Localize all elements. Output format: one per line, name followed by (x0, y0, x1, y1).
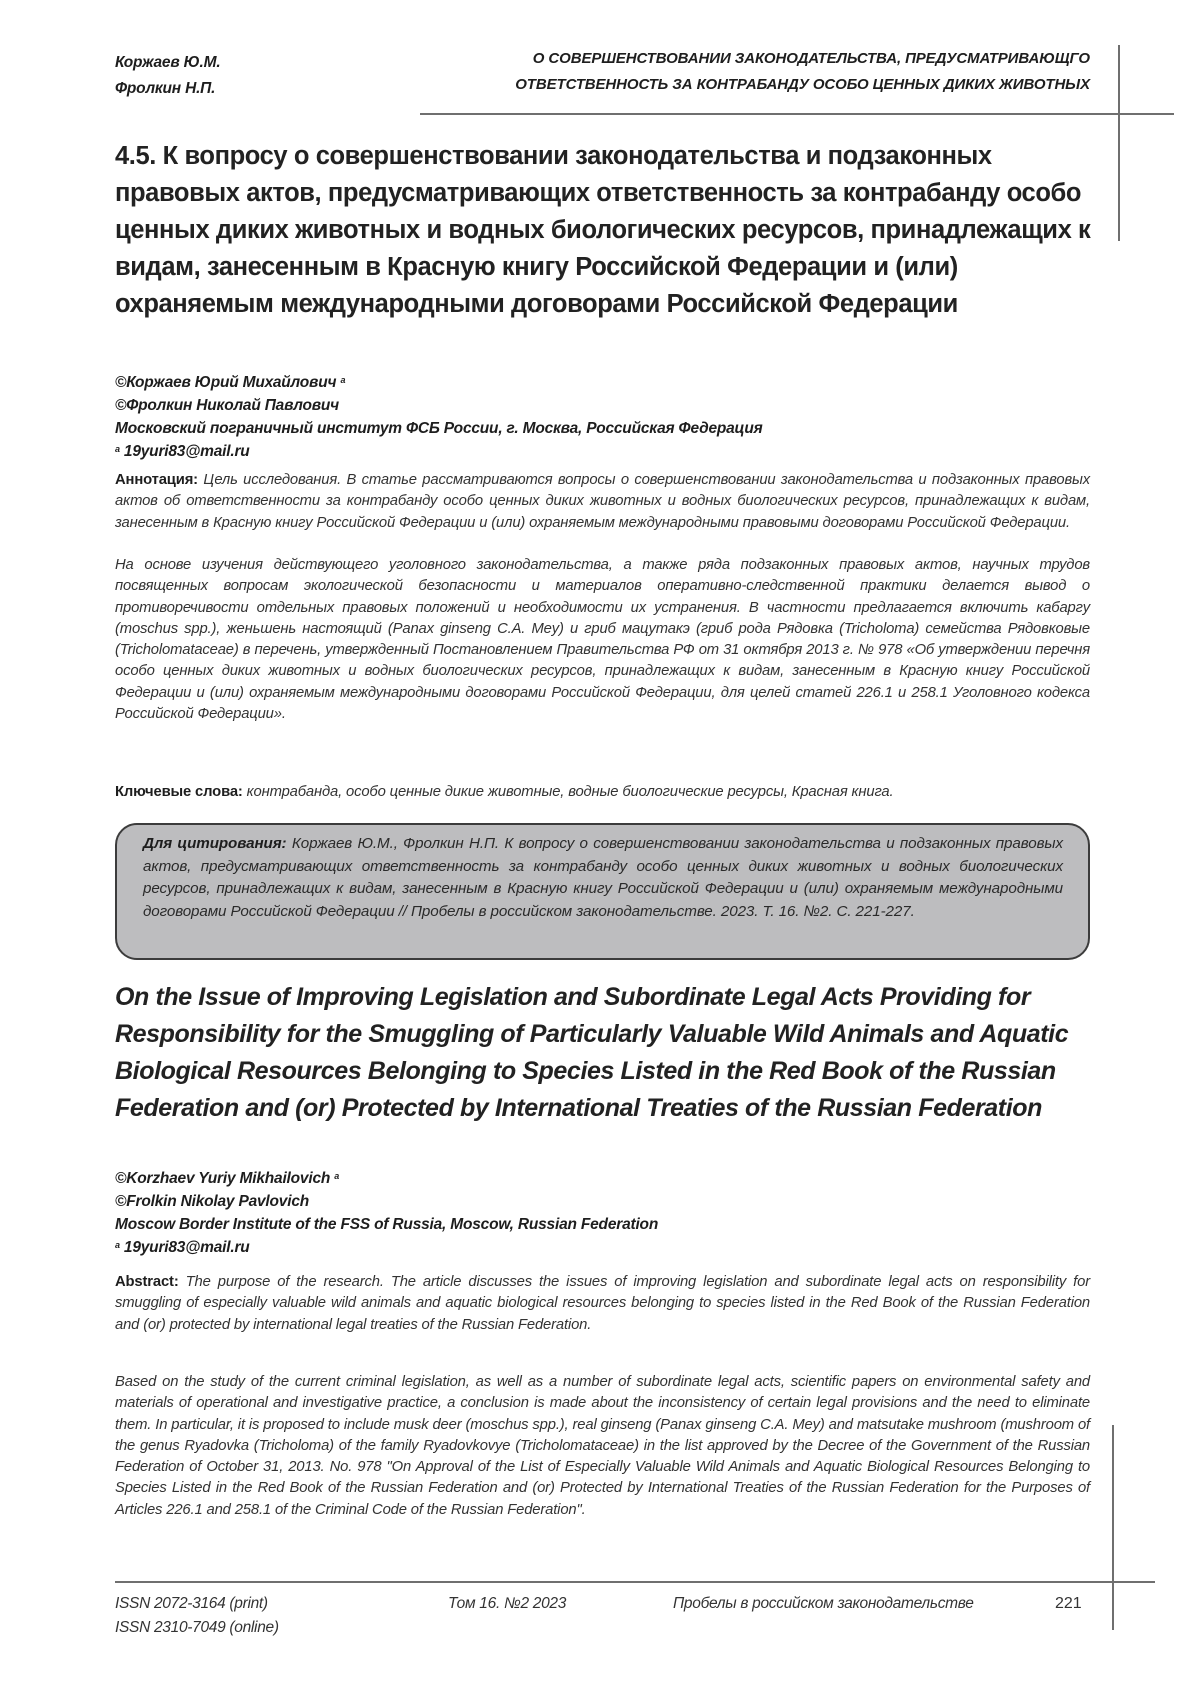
author-name: ©Korzhaev Yuriy Mikhailovich (115, 1170, 331, 1187)
running-header-title-line: ОТВЕТСТВЕННОСТЬ ЗА КОНТРАБАНДУ ОСОБО ЦЕННЫХ ДИКИХ ЖИВОТНЫХ (515, 76, 1090, 93)
affiliation: Московский пограничный институт ФСБ России, г. Москва, Российская Федерация (115, 420, 763, 437)
abstract-en (115, 1272, 1090, 1336)
abstract-label: Abstract: (115, 1274, 179, 1290)
running-header-title (330, 46, 1090, 98)
footer-rule-vertical (1112, 1425, 1114, 1630)
email-line (115, 440, 763, 463)
author-name: ©Frolkin Nikolay Pavlovich (115, 1193, 310, 1210)
citation-text-block (143, 833, 1063, 923)
citation-text: Коржаев Ю.М., Фролкин Н.П. К вопросу о совершенствовании законодательства и подзаконных правовых актов, предусматривающих ответственность за контрабанду особо ценных диких животных и водных биологических ресурсов, принадлежащих к видам, занесенным в Красную книгу Российской Федерации и (или) охраняемым международными договорами Российской Федерации // Пробелы в российском законодательстве. 2023. Т. 16. №2. С. 221-227. (143, 835, 1063, 920)
author-name: ©Фролкин Николай Павлович (115, 397, 340, 414)
annotation-text: Цель исследования. В статье рассматриваются вопросы о совершенствовании законодательства и подзаконных правовых актов об ответственности за контрабанду особо ценных диких животных и водных биологических ресурсов, принадлежащих к видам, занесенным в Красную книгу Российской Федерации и (или) охраняемым международными правовыми договорами Российской Федерации. (115, 472, 1091, 531)
issn-online: ISSN 2310-7049 (online) (115, 1619, 279, 1636)
email-link[interactable]: 19yuri83@mail.ru (123, 1239, 250, 1256)
running-header-author: Фролкин Н.П. (115, 80, 216, 97)
article-title-ru: 4.5. К вопросу о совершенствовании законодательства и подзаконных правовых актов, предусматривающих ответственность за контрабанду особо ценных диких животных и водных биологических ресурсов, принадлежащих к видам, занесенным в Красную книгу Российской Федерации и (или) охраняемым международными договорами Российской Федерации (115, 142, 1091, 318)
annotation-label: Аннотация: (115, 472, 198, 488)
email-link[interactable]: 19yuri83@mail.ru (123, 443, 250, 460)
abstract-text: The purpose of the research. The article discusses the issues of improving legislation and subordinate legal acts on responsibility for smuggling of especially valuable wild animals and aquatic biological resources belonging to species listed in the Red Book of the Russian Federation and (or) protected by international legal treaties of the Russian Federation. (115, 1274, 1090, 1333)
annotation-ru-p2: На основе изучения действующего уголовного законодательства, а также ряда подзаконных правовых актов, научных трудов посвященных вопросам экологической безопасности и материалов оперативно-следственной практики делается вывод о противоречивости отдельных правовых положений и необходимости их устранения. В частности предлагается включить кабаргу (moschus spp.), женьшень настоящий (Panax ginseng C.A. Mey) и гриб мацутакэ (гриб рода Рядовка (Tricholoma) семейства Рядовковые (Tricholomataceae) в перечень, утвержденный Постановлением Правительства РФ от 31 октября 2013 г. № 978 «Об утверждении перечня особо ценных диких животных и водных биологических ресурсов, принадлежащих к видам, занесенным в Красную книгу Российской Федерации и (или) охраняемым международными договорами Российской Федерации, для целей статей 226.1 и 258.1 Уголовного кодекса Российской Федерации». (115, 557, 1090, 723)
running-header-authors (115, 50, 220, 102)
author-block-ru (115, 371, 763, 463)
author-line (115, 1190, 658, 1213)
annotation-ru (115, 470, 1090, 534)
running-header-author: Коржаев Ю.М. (115, 54, 221, 71)
author-line (115, 394, 763, 417)
author-mark: a (334, 1171, 340, 1181)
page-number: 221 (1055, 1595, 1082, 1612)
author-block-en (115, 1167, 658, 1259)
email-mark: a (115, 1240, 120, 1250)
footer-volume: Том 16. №2 2023 (448, 1595, 567, 1612)
author-name: ©Коржаев Юрий Михайлович (115, 374, 337, 391)
footer-issn (115, 1592, 279, 1640)
header-rule-horizontal (420, 113, 1174, 115)
email-mark: a (115, 444, 120, 454)
affiliation: Moscow Border Institute of the FSS of Russia, Moscow, Russian Federation (115, 1216, 659, 1233)
keywords-ru (115, 782, 1090, 803)
running-header-title-line: О СОВЕРШЕНСТВОВАНИИ ЗАКОНОДАТЕЛЬСТВА, ПРЕДУСМАТРИВАЮЩГО (532, 50, 1090, 67)
footer-rule-horizontal (115, 1581, 1155, 1583)
issn-print: ISSN 2072-3164 (print) (115, 1595, 268, 1612)
author-line (115, 1167, 658, 1190)
header-rule-vertical (1118, 45, 1120, 241)
footer-journal-name: Пробелы в российском законодательстве (673, 1595, 974, 1612)
abstract-en-p2: Based on the study of the current criminal legislation, as well as a number of subordinate legal acts, scientific papers on environmental safety and materials of operational and investigative practice, a conclusion is made about the inconsistency of certain legal provisions and the need to eliminate them. In particular, it is proposed to include musk deer (moschus spp.), real ginseng (Panax ginseng C.A. Mey) and matsutake mushroom (mushroom of the genus Ryadovka (Tricholoma) of the family Ryadovkovye (Tricholomataceae) in the list approved by the Decree of the Government of the Russian Federation of October 31, 2013. No. 978 "On Approval of the List of Especially Valuable Wild Animals and Aquatic Biological Resources Belonging to Species Listed in the Red Book of the Russian Federation and (or) Protected by International Treaties of the Russian Federation for the Purposes of Articles 226.1 and 258.1 of the Criminal Code of the Russian Federation". (115, 1374, 1090, 1518)
author-line (115, 371, 763, 394)
email-line (115, 1236, 658, 1259)
article-title-en: On the Issue of Improving Legislation and Subordinate Legal Acts Providing for Responsibility for the Smuggling of Particularly Valuable Wild Animals and Aquatic Biological Resources Belonging to Species Listed in the Red Book of the Russian Federation and (or) Protected by International Treaties of the Russian Federation (115, 983, 1069, 1122)
keywords-label: Ключевые слова: (115, 784, 243, 800)
citation-label: Для цитирования: (143, 835, 287, 852)
keywords-text: контрабанда, особо ценные дикие животные, водные биологические ресурсы, Красная книга. (246, 784, 894, 800)
author-mark: a (340, 375, 346, 385)
